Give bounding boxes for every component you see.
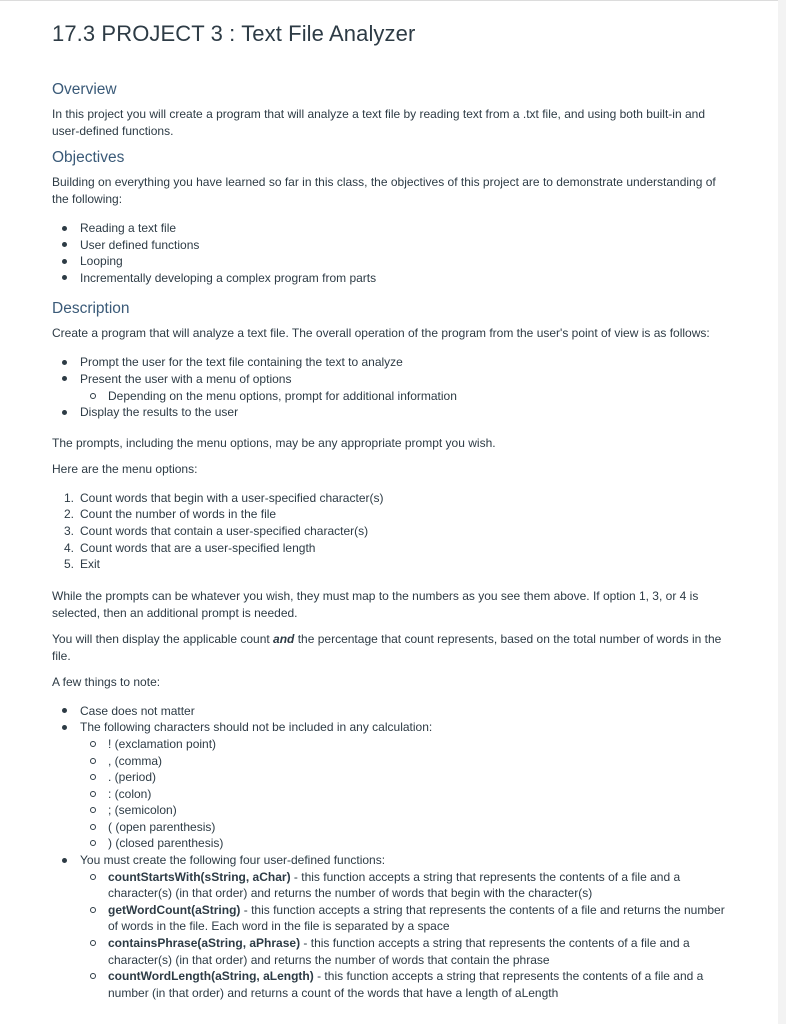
list-item	[52, 540, 734, 557]
list-item-text: Exit	[80, 557, 101, 572]
list-item-text: Count words that contain a user-specified character(s)	[80, 523, 369, 538]
list-item: Display the results to the user	[52, 404, 734, 421]
overview-text: In this project you will create a program that will analyze a text file by reading text from a .txt file, and using both built-in and user-defined functions.	[52, 107, 705, 138]
prompts-note: The prompts, including the menu options, may be any appropriate prompt you wish.	[52, 435, 496, 450]
notes-intro: A few things to note:	[52, 674, 161, 689]
menu-intro: Here are the menu options:	[52, 461, 198, 476]
function-name: countWordLength(aString, aLength)	[108, 969, 314, 984]
list-item: , (comma)	[80, 753, 734, 770]
list-number: 3.	[64, 523, 75, 538]
list-item: . (period)	[80, 769, 734, 786]
objectives-intro: Building on everything you have learned so far in this class, the objectives of this project are to demonstrate understanding of the following:	[52, 175, 716, 206]
list-item-text: The following characters should not be included in any calculation:	[80, 720, 433, 735]
list-item	[52, 719, 734, 852]
excluded-characters-list	[80, 736, 734, 852]
display-note	[52, 631, 734, 665]
menu-options-list	[52, 490, 734, 573]
description-intro: Create a program that will analyze a text file. The overall operation of the program from the user's point of view is as follows:	[52, 326, 710, 341]
list-item	[52, 523, 734, 540]
list-item-text: Count words that are a user-specified length	[80, 540, 316, 555]
list-number: 2.	[64, 507, 75, 522]
function-description: - this function accepts a string that represents the contents of a file and a character(s) (in that order) and returns the number of words that contain the phrase	[108, 936, 690, 967]
function-name: countStartsWith(sString, aChar)	[108, 869, 291, 884]
list-item: : (colon)	[80, 786, 734, 803]
list-item	[80, 869, 734, 902]
list-item	[52, 506, 734, 523]
objectives-heading: Objectives	[52, 149, 125, 166]
list-item: Prompt the user for the text file containing the text to analyze	[52, 354, 734, 371]
list-item-text: Count the number of words in the file	[80, 507, 277, 522]
overview-heading: Overview	[52, 81, 117, 98]
list-item: Case does not matter	[52, 703, 734, 720]
list-item: ! (exclamation point)	[80, 736, 734, 753]
list-item	[80, 902, 734, 935]
function-name: getWordCount(aString)	[108, 902, 241, 917]
list-item	[52, 490, 734, 507]
function-description: - this function accepts a string that represents the contents of a file and returns the number of words in the file. Each word in the file is separated by a space	[108, 902, 725, 934]
mapping-note: While the prompts can be whatever you wish, they must map to the numbers as you see them above. If option 1, 3, or 4 is selected, then an additional prompt is needed.	[52, 588, 699, 620]
list-item-text: Present the user with a menu of options	[80, 371, 292, 386]
page-title: 17.3 PROJECT 3 : Text File Analyzer	[52, 21, 416, 46]
functions-list	[80, 869, 734, 1002]
list-item	[80, 968, 734, 1001]
list-item: Incrementally developing a complex program from parts	[52, 270, 734, 287]
display-note-emphasis: and	[273, 631, 295, 646]
display-note-end: the percentage that count represents, based on the total number of words in the file.	[52, 631, 722, 663]
list-number: 5.	[64, 557, 75, 572]
list-item-text: You must create the following four user-defined functions:	[80, 853, 386, 868]
objectives-list	[52, 220, 734, 286]
list-item	[52, 371, 734, 404]
operation-steps-list	[52, 354, 734, 420]
list-item: Reading a text file	[52, 220, 734, 237]
list-item: User defined functions	[52, 237, 734, 254]
list-item: Looping	[52, 253, 734, 270]
list-item	[52, 556, 734, 573]
list-item: ( (open parenthesis)	[80, 819, 734, 836]
list-item: ) (closed parenthesis)	[80, 835, 734, 852]
function-description: - this function accepts a string that represents the contents of a file and a character(s) (in that order) and returns the number of words that begin with the character(s)	[108, 869, 681, 901]
sub-list	[80, 388, 734, 405]
list-item	[80, 935, 734, 968]
list-item: ; (semicolon)	[80, 802, 734, 819]
display-note-start: You will then display the applicable count	[52, 631, 274, 646]
list-item: Depending on the menu options, prompt for additional information	[80, 388, 734, 405]
list-item	[52, 852, 734, 1001]
notes-list	[52, 703, 734, 1002]
list-item-text: Count words that begin with a user-specified character(s)	[80, 490, 384, 505]
list-number: 1.	[64, 490, 75, 505]
function-name: containsPhrase(aString, aPhrase)	[108, 936, 301, 951]
description-heading: Description	[52, 300, 130, 318]
function-description: - this function accepts a string that represents the contents of a file and a number (in that order) and returns a count of the words that have a length of aLength	[108, 969, 704, 1000]
list-number: 4.	[64, 540, 75, 555]
